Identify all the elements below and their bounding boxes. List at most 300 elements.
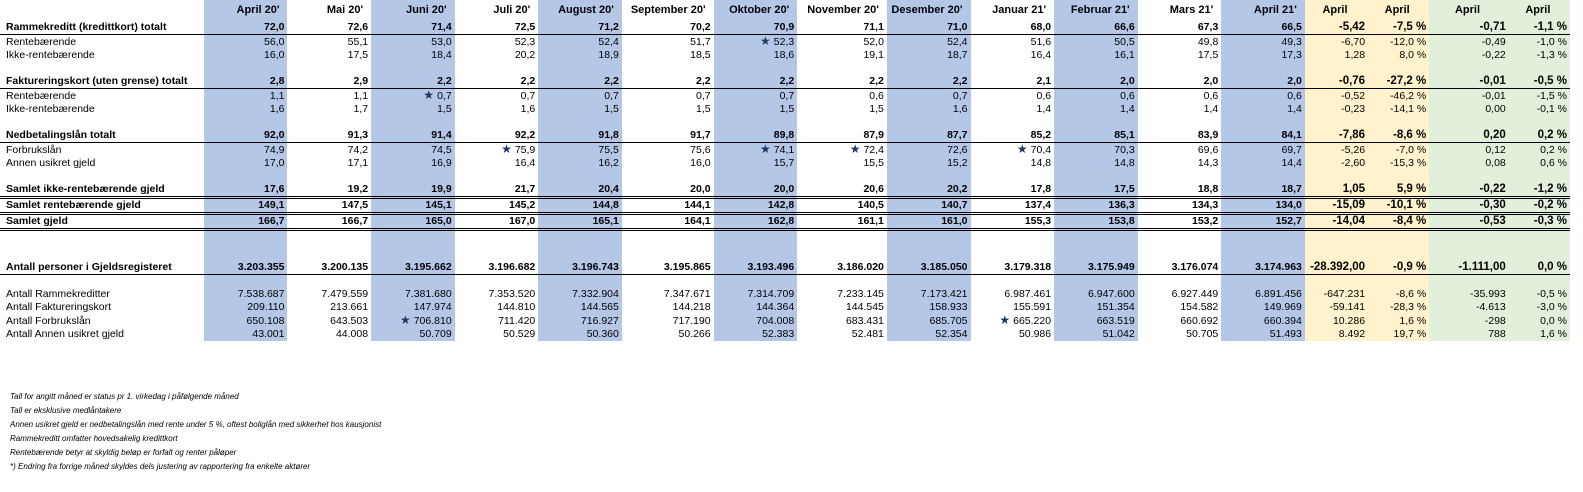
value-cell xyxy=(622,89,714,104)
value-cell xyxy=(538,261,622,275)
value-text: 140,7 xyxy=(941,199,968,211)
value-text: 0,6 xyxy=(1036,90,1052,102)
value-cell xyxy=(371,103,455,116)
spacer-cell xyxy=(1305,230,1368,262)
value-cell xyxy=(1221,21,1305,35)
value-text: 52.354 xyxy=(935,328,968,340)
value-text: 3.186.020 xyxy=(837,261,884,273)
value-text: 660.692 xyxy=(1180,315,1219,327)
change-cell: -0,5 % xyxy=(1509,288,1570,301)
value-cell xyxy=(622,157,714,170)
spacer-cell xyxy=(0,62,204,75)
spacer-cell xyxy=(887,230,971,262)
spacer-row xyxy=(0,116,1570,129)
value-cell xyxy=(714,21,798,35)
change-cell: -1,0 % xyxy=(1509,35,1570,50)
change-cell: 0,20 xyxy=(1429,129,1509,143)
value-cell xyxy=(455,288,539,301)
value-cell xyxy=(371,183,455,198)
spacer-cell xyxy=(371,230,455,262)
spacer-cell xyxy=(797,230,887,262)
value-text: 68,0 xyxy=(1030,21,1052,33)
value-text: 18,7 xyxy=(947,49,968,61)
value-text: 7.538.687 xyxy=(237,288,285,300)
change-cell: -1,2 % xyxy=(1509,183,1570,198)
change-cell: -1,5 % xyxy=(1509,89,1570,104)
value-text: 87,7 xyxy=(947,129,968,141)
value-text: 70,4 xyxy=(1030,144,1052,156)
spacer-cell xyxy=(622,275,714,289)
change-cell: 0,12 xyxy=(1429,143,1509,158)
value-text: 149,1 xyxy=(258,199,285,211)
spacer-cell xyxy=(887,116,971,129)
value-cell xyxy=(714,143,798,158)
value-text: 51.042 xyxy=(1102,328,1135,340)
value-cell xyxy=(971,214,1055,230)
row-label: Rammekreditt (kredittkort) totalt xyxy=(0,21,204,35)
value-text: 144.810 xyxy=(497,301,536,313)
change-cell: -647.231 xyxy=(1305,288,1368,301)
value-cell xyxy=(887,89,971,104)
value-text: 1,5 xyxy=(604,103,619,115)
value-text: 2,0 xyxy=(1120,75,1135,87)
spacer-cell xyxy=(1429,275,1509,289)
value-text: 15,7 xyxy=(773,157,795,169)
value-cell xyxy=(971,103,1055,116)
change-header: April xyxy=(1509,0,1570,21)
spacer-cell xyxy=(1054,170,1138,183)
spacer-cell xyxy=(1368,230,1429,262)
spacer-cell xyxy=(455,275,539,289)
row-label: Antall Annen usikret gjeld xyxy=(6,328,124,340)
star-icon: ★ xyxy=(399,313,411,327)
value-text: 2,0 xyxy=(1287,75,1302,87)
value-text: 0,6 xyxy=(1203,90,1219,102)
value-text: 18,5 xyxy=(690,49,711,61)
value-cell xyxy=(204,198,288,214)
change-cell: -7,86 xyxy=(1305,129,1368,143)
value-text: 89,8 xyxy=(773,129,795,141)
value-cell xyxy=(538,49,622,62)
spacer-cell xyxy=(1509,230,1570,262)
value-text: 3.200.135 xyxy=(321,261,369,273)
value-cell xyxy=(204,214,288,230)
value-cell xyxy=(971,183,1055,198)
value-cell xyxy=(1221,314,1305,328)
spacer-cell xyxy=(1054,116,1138,129)
spacer-row xyxy=(0,275,1570,289)
change-cell: -7,5 % xyxy=(1368,21,1429,35)
value-text: 1,4 xyxy=(1287,103,1302,115)
spacer-cell xyxy=(538,230,622,262)
value-text: 50.986 xyxy=(1018,328,1052,340)
value-text: 663.519 xyxy=(1096,315,1135,327)
row-label: Nedbetalingslån totalt xyxy=(0,129,204,143)
value-cell xyxy=(887,288,971,301)
value-cell xyxy=(1138,288,1222,301)
spacer-cell xyxy=(455,62,539,75)
value-cell xyxy=(538,183,622,198)
change-cell: -0,2 % xyxy=(1509,198,1570,214)
value-text: 18,4 xyxy=(431,49,452,61)
footnote-line: Rammekreditt omfatter hovedsakelig kredittkort xyxy=(10,434,178,443)
value-text: 83,9 xyxy=(1197,129,1219,141)
value-cell xyxy=(287,288,371,301)
value-cell xyxy=(287,89,371,104)
value-text: 49,8 xyxy=(1197,36,1219,48)
change-cell: -14,04 xyxy=(1305,214,1368,230)
value-text: 20,2 xyxy=(514,49,536,61)
change-cell: -0,52 xyxy=(1305,89,1368,104)
change-cell: 788 xyxy=(1429,328,1509,341)
value-cell xyxy=(971,35,1055,50)
value-cell xyxy=(538,21,622,35)
value-text: 7.479.559 xyxy=(321,288,369,300)
value-text: 643.503 xyxy=(330,315,369,327)
value-cell xyxy=(455,89,539,104)
value-cell xyxy=(714,89,798,104)
value-text: 52.383 xyxy=(762,328,795,340)
value-text: 56,0 xyxy=(264,36,285,48)
value-cell xyxy=(622,301,714,314)
spacer-cell xyxy=(1429,230,1509,262)
value-cell xyxy=(371,261,455,275)
value-cell xyxy=(622,75,714,89)
value-text: 1,5 xyxy=(869,103,884,115)
value-cell xyxy=(887,49,971,62)
month-header: Oktober 20' xyxy=(714,0,798,21)
footnote-line: *) Endring fra forrige måned skyldes dels justering av rapportering fra enkelte aktører xyxy=(10,462,311,471)
spacer-cell xyxy=(1509,116,1570,129)
value-cell xyxy=(622,314,714,328)
value-text: 66,6 xyxy=(1114,21,1135,33)
value-text: 683.431 xyxy=(845,315,884,327)
value-cell xyxy=(538,89,622,104)
value-text: 15,5 xyxy=(863,157,884,169)
value-cell xyxy=(455,35,539,50)
spacer-cell xyxy=(971,230,1055,262)
value-cell xyxy=(714,198,798,214)
value-text: 7.314.709 xyxy=(747,288,795,300)
value-cell xyxy=(204,21,288,35)
value-cell xyxy=(622,21,714,35)
value-cell xyxy=(797,49,887,62)
change-cell: 0,2 % xyxy=(1509,143,1570,158)
value-text: 16,4 xyxy=(514,157,536,169)
value-text: 71,4 xyxy=(431,21,452,33)
table-row-antall_forbruk xyxy=(0,314,1570,328)
change-cell: -8,6 % xyxy=(1368,129,1429,143)
change-cell: -15,3 % xyxy=(1368,157,1429,170)
value-cell xyxy=(714,314,798,328)
value-cell xyxy=(1138,35,1222,50)
change-cell: -8,4 % xyxy=(1368,214,1429,230)
value-cell xyxy=(1221,75,1305,89)
spacer-cell xyxy=(1368,116,1429,129)
value-cell xyxy=(287,261,371,275)
value-cell xyxy=(455,157,539,170)
spacer-cell xyxy=(971,170,1055,183)
value-text: 166,7 xyxy=(258,215,285,227)
value-text: 2,2 xyxy=(604,75,619,87)
star-icon: ★ xyxy=(501,142,512,156)
value-text: 53,0 xyxy=(431,36,452,48)
value-text: 18,6 xyxy=(773,49,795,61)
value-cell xyxy=(887,143,971,158)
value-cell xyxy=(887,261,971,275)
spacer-cell xyxy=(1054,230,1138,262)
value-cell xyxy=(1138,49,1222,62)
value-cell xyxy=(538,214,622,230)
change-cell: -0,30 xyxy=(1429,198,1509,214)
value-text: 161,1 xyxy=(857,215,884,227)
change-cell: -35.993 xyxy=(1429,288,1509,301)
value-text: 51,7 xyxy=(690,36,711,48)
change-cell: -0,71 xyxy=(1429,21,1509,35)
value-cell xyxy=(371,288,455,301)
value-cell xyxy=(1221,143,1305,158)
change-cell: -0,22 xyxy=(1429,49,1509,62)
value-text: 2,2 xyxy=(437,75,452,87)
value-cell xyxy=(887,198,971,214)
change-cell: -2,60 xyxy=(1305,157,1368,170)
value-text: 17,5 xyxy=(1197,49,1219,61)
value-cell xyxy=(1054,183,1138,198)
value-cell xyxy=(538,198,622,214)
value-text: 85,2 xyxy=(1030,129,1052,141)
value-cell xyxy=(204,129,288,143)
value-text: 14,3 xyxy=(1197,157,1219,169)
value-text: 52,0 xyxy=(863,36,884,48)
spacer-cell xyxy=(1054,275,1138,289)
value-text: 3.179.318 xyxy=(1004,261,1052,273)
value-text: 3.193.496 xyxy=(747,261,795,273)
value-text: 51,6 xyxy=(1030,36,1052,48)
value-text: 16,0 xyxy=(264,49,285,61)
value-text: 151.354 xyxy=(1096,301,1135,313)
value-cell xyxy=(622,35,714,50)
value-text: 2,2 xyxy=(779,75,795,87)
value-cell xyxy=(1054,301,1138,314)
value-cell xyxy=(971,75,1055,89)
value-text: 70,9 xyxy=(773,21,795,33)
spacer-row xyxy=(0,62,1570,75)
month-header: September 20' xyxy=(630,4,706,16)
value-text: 74,5 xyxy=(431,144,452,156)
value-cell xyxy=(538,75,622,89)
spacer-cell xyxy=(371,170,455,183)
value-text: 52.481 xyxy=(851,328,884,340)
value-cell xyxy=(1054,328,1138,341)
change-cell: -59.141 xyxy=(1305,301,1368,314)
spacer-cell xyxy=(287,62,371,75)
value-cell xyxy=(1054,21,1138,35)
value-cell xyxy=(371,214,455,230)
spacer-cell xyxy=(797,275,887,289)
value-text: 3.203.355 xyxy=(237,261,285,273)
value-text: 1,5 xyxy=(696,103,711,115)
value-text: 1,7 xyxy=(353,103,369,115)
value-text: 685.705 xyxy=(929,315,968,327)
value-cell xyxy=(1138,261,1222,275)
table-row-nb_total xyxy=(0,129,1570,143)
value-text: 91,8 xyxy=(598,129,619,141)
value-cell xyxy=(455,214,539,230)
spacer-cell xyxy=(538,116,622,129)
value-cell xyxy=(1221,35,1305,50)
month-header: August 20' xyxy=(538,0,622,21)
value-cell xyxy=(797,129,887,143)
month-header: Juni 20' xyxy=(371,0,455,21)
value-text: 152,7 xyxy=(1275,215,1302,227)
month-header: Desember 20' xyxy=(887,0,971,21)
value-cell xyxy=(287,49,371,62)
spacer-cell xyxy=(971,62,1055,75)
value-text: 66,5 xyxy=(1281,21,1302,33)
value-text: 0,6 xyxy=(1120,90,1135,102)
table-row-rk_rente xyxy=(0,35,1570,50)
value-cell xyxy=(1054,75,1138,89)
value-text: 7.353.520 xyxy=(488,288,536,300)
value-cell xyxy=(1138,328,1222,341)
spacer-cell xyxy=(887,275,971,289)
value-text: 0,7 xyxy=(437,90,452,102)
value-cell xyxy=(714,183,798,198)
value-text: 49,3 xyxy=(1281,36,1302,48)
change-cell: 0,2 % xyxy=(1509,129,1570,143)
spacer-cell xyxy=(1138,170,1222,183)
value-cell xyxy=(797,314,887,328)
value-cell xyxy=(287,35,371,50)
row-label: Rentebærende xyxy=(6,90,77,102)
value-text: 650.108 xyxy=(246,315,285,327)
spacer-cell xyxy=(1305,170,1368,183)
value-text: 0,7 xyxy=(696,90,711,102)
row-label: Samlet ikke-rentebærende gjeld xyxy=(0,183,204,198)
value-cell xyxy=(204,75,288,89)
value-cell xyxy=(538,103,622,116)
value-text: 134,0 xyxy=(1275,199,1302,211)
spacer-cell xyxy=(887,170,971,183)
table-row-fk_rente xyxy=(0,89,1570,104)
value-text: 144.545 xyxy=(845,301,884,313)
footnote-line: Rentebærende betyr at skyldig beløp er forfalt og renter påløper xyxy=(10,448,237,457)
value-cell xyxy=(371,89,455,104)
value-text: 704.008 xyxy=(756,315,795,327)
value-text: 155,3 xyxy=(1024,215,1052,227)
spacer-cell xyxy=(1221,275,1305,289)
spacer-cell xyxy=(1305,275,1368,289)
value-text: 6.947.600 xyxy=(1087,288,1135,300)
value-text: 153,2 xyxy=(1192,215,1219,227)
value-cell xyxy=(287,157,371,170)
change-cell: 0,08 xyxy=(1429,157,1509,170)
row-label: Forbrukslån xyxy=(6,144,62,156)
value-text: 74,2 xyxy=(347,144,369,156)
spacer-cell xyxy=(455,170,539,183)
change-cell: -8,6 % xyxy=(1368,288,1429,301)
value-text: 17,1 xyxy=(347,157,369,169)
value-text: 3.195.662 xyxy=(404,261,452,273)
value-text: 155.591 xyxy=(1013,301,1052,313)
value-text: 3.196.743 xyxy=(572,261,619,273)
value-cell xyxy=(1138,183,1222,198)
spacer-cell xyxy=(714,275,798,289)
value-cell xyxy=(887,314,971,328)
spacer-cell xyxy=(204,275,288,289)
spacer-cell xyxy=(1509,170,1570,183)
value-cell xyxy=(622,214,714,230)
star-icon: ★ xyxy=(1016,142,1028,156)
value-text: 144.565 xyxy=(580,301,619,313)
value-cell xyxy=(1138,214,1222,230)
value-cell xyxy=(1138,21,1222,35)
spacer-cell xyxy=(538,170,622,183)
change-cell: -27,2 % xyxy=(1368,75,1429,89)
value-cell xyxy=(797,21,887,35)
spacer-cell xyxy=(204,62,288,75)
row-label: Antall Forbrukslån xyxy=(6,315,91,327)
row-label: Antall Rammekreditter xyxy=(6,288,110,300)
value-text: 7.347.671 xyxy=(663,288,711,300)
value-text: 134,3 xyxy=(1192,199,1219,211)
change-cell: 10.286 xyxy=(1305,314,1368,328)
value-cell xyxy=(1221,129,1305,143)
value-cell xyxy=(971,261,1055,275)
value-text: 14,8 xyxy=(1114,157,1135,169)
value-text: 660.394 xyxy=(1263,315,1302,327)
value-cell xyxy=(714,103,798,116)
change-cell: 0,6 % xyxy=(1509,157,1570,170)
change-cell: -0,1 % xyxy=(1509,103,1570,116)
value-cell xyxy=(1054,49,1138,62)
spacer-cell xyxy=(714,116,798,129)
table-row-antall_faktura xyxy=(0,301,1570,314)
value-text: 717.190 xyxy=(672,315,711,327)
value-cell xyxy=(714,328,798,341)
value-text: 154.582 xyxy=(1180,301,1219,313)
value-cell xyxy=(971,157,1055,170)
value-text: 2,9 xyxy=(353,75,369,87)
spacer-cell xyxy=(1221,230,1305,262)
value-cell xyxy=(538,157,622,170)
value-text: 158.933 xyxy=(929,301,968,313)
spacer-cell xyxy=(971,275,1055,289)
value-cell xyxy=(1054,35,1138,50)
table-row-antall_personer xyxy=(0,261,1570,275)
spacer-cell xyxy=(204,230,288,262)
value-text: 711.420 xyxy=(498,315,536,327)
spacer-cell xyxy=(797,62,887,75)
value-cell xyxy=(1054,288,1138,301)
spacer-cell xyxy=(714,62,798,75)
value-cell xyxy=(204,183,288,198)
value-cell xyxy=(887,301,971,314)
value-text: 87,9 xyxy=(863,129,884,141)
value-cell xyxy=(887,129,971,143)
value-text: 2,1 xyxy=(1036,75,1052,87)
value-text: 1,6 xyxy=(520,103,536,115)
value-cell xyxy=(797,328,887,341)
spacer-cell xyxy=(1138,116,1222,129)
value-cell xyxy=(887,328,971,341)
value-text: 19,1 xyxy=(863,49,884,61)
value-text: 69,7 xyxy=(1281,144,1302,156)
month-header: April 20' xyxy=(204,0,288,21)
value-cell xyxy=(887,35,971,50)
value-cell xyxy=(714,49,798,62)
value-cell xyxy=(538,301,622,314)
